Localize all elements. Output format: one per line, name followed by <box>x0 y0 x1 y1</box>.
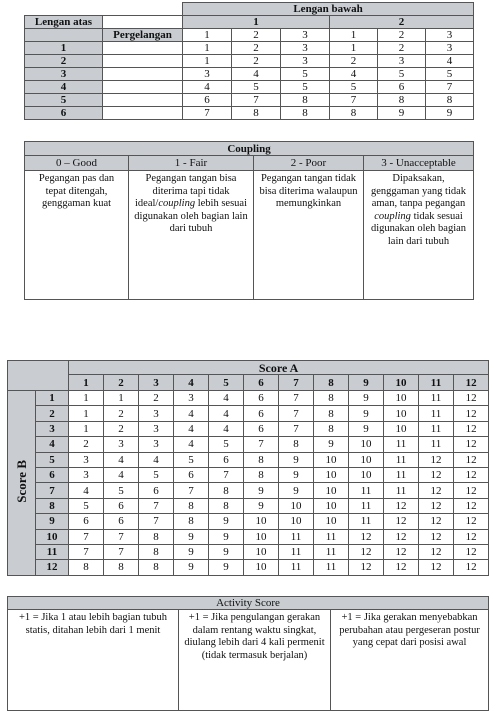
cell: 3 <box>378 55 426 68</box>
cell: 3 <box>139 421 174 436</box>
cell: 9 <box>279 467 314 482</box>
cell: 10 <box>314 498 349 513</box>
cell: 1 <box>69 421 104 436</box>
cell: 11 <box>384 483 419 498</box>
row-label: 3 <box>25 68 103 81</box>
cell: 8 <box>281 94 330 107</box>
table-row <box>8 544 489 559</box>
coupling-desc: Pegangan tangan bisa diterima tapi tidak ideal/coupling lebih sesuai digunakan oleh bagian lain dari tubuh <box>129 171 254 300</box>
table-row <box>8 560 489 575</box>
cell: 12 <box>419 452 454 467</box>
cell: 8 <box>139 560 174 575</box>
table-row <box>25 55 474 68</box>
cell: 9 <box>209 544 244 559</box>
cell: 8 <box>174 514 209 529</box>
row-label: 4 <box>25 81 103 94</box>
cell: 3 <box>69 467 104 482</box>
score-a-col: 5 <box>209 375 244 391</box>
cell: 8 <box>139 529 174 544</box>
cell: 2 <box>330 55 378 68</box>
cell: 8 <box>426 94 474 107</box>
row-label: 5 <box>36 452 69 467</box>
cell: 10 <box>384 391 419 406</box>
cell: 9 <box>378 107 426 120</box>
score-a-col: 3 <box>139 375 174 391</box>
row-label: 9 <box>36 514 69 529</box>
activity-item: +1 = Jika 1 atau lebih bagian tubuh statis, ditahan lebih dari 1 menit <box>8 610 179 711</box>
cell: 4 <box>209 421 244 436</box>
cell: 7 <box>232 94 281 107</box>
score-a-col: 10 <box>384 375 419 391</box>
row-label: 1 <box>25 42 103 55</box>
cell: 7 <box>279 391 314 406</box>
cell: 8 <box>281 107 330 120</box>
cell: 7 <box>183 107 232 120</box>
cell: 2 <box>378 42 426 55</box>
table-row <box>8 529 489 544</box>
cell: 12 <box>454 529 489 544</box>
cell: 12 <box>454 498 489 513</box>
table-row <box>8 406 489 421</box>
cell: 1 <box>183 42 232 55</box>
score-b-header: Score B <box>8 391 36 576</box>
cell: 9 <box>426 107 474 120</box>
cell: 6 <box>244 421 279 436</box>
cell: 11 <box>314 529 349 544</box>
cell: 8 <box>104 560 139 575</box>
cell: 9 <box>314 437 349 452</box>
cell: 10 <box>349 437 384 452</box>
table-row <box>25 42 474 55</box>
cell: 10 <box>384 421 419 436</box>
activity-score-title: Activity Score <box>8 597 489 610</box>
cell: 11 <box>314 560 349 575</box>
cell: 10 <box>244 514 279 529</box>
cell: 12 <box>349 544 384 559</box>
table-row <box>8 514 489 529</box>
cell: 8 <box>314 391 349 406</box>
cell: 3 <box>139 437 174 452</box>
cell: 7 <box>244 437 279 452</box>
table-row <box>25 81 474 94</box>
cell: 8 <box>209 498 244 513</box>
cell: 2 <box>104 421 139 436</box>
upper-lower-arm-table <box>24 2 474 120</box>
cell: 5 <box>139 467 174 482</box>
cell: 5 <box>281 81 330 94</box>
activity-item: +1 = Jika pengulangan gerakan dalam rentang waktu singkat, diulang lebih dari 4 kali permenit (tidak termasuk berjalan) <box>179 610 331 711</box>
cell: 10 <box>314 514 349 529</box>
cell: 12 <box>454 483 489 498</box>
cell: 8 <box>279 437 314 452</box>
cell: 3 <box>281 42 330 55</box>
cell: 10 <box>244 560 279 575</box>
cell: 12 <box>384 514 419 529</box>
cell: 6 <box>174 467 209 482</box>
cell: 12 <box>384 529 419 544</box>
cell: 12 <box>419 498 454 513</box>
cell: 11 <box>384 437 419 452</box>
cell: 11 <box>419 437 454 452</box>
wrist-col: 2 <box>378 29 426 42</box>
cell: 2 <box>139 391 174 406</box>
cell: 8 <box>232 107 281 120</box>
cell: 1 <box>183 55 232 68</box>
cell: 11 <box>349 483 384 498</box>
cell: 4 <box>104 467 139 482</box>
cell: 12 <box>419 514 454 529</box>
cell: 3 <box>69 452 104 467</box>
cell: 3 <box>281 55 330 68</box>
cell: 6 <box>104 514 139 529</box>
coupling-desc: Pegangan pas dan tepat ditengah, genggaman kuat <box>25 171 129 300</box>
cell: 4 <box>426 55 474 68</box>
cell: 5 <box>69 498 104 513</box>
cell: 12 <box>419 483 454 498</box>
cell: 12 <box>454 406 489 421</box>
cell: 10 <box>349 467 384 482</box>
cell: 3 <box>139 406 174 421</box>
table-row <box>25 68 474 81</box>
row-label: 1 <box>36 391 69 406</box>
cell: 8 <box>209 483 244 498</box>
coupling-title: Coupling <box>25 142 474 156</box>
cell: 9 <box>174 529 209 544</box>
cell: 10 <box>314 483 349 498</box>
cell: 6 <box>378 81 426 94</box>
row-label: 10 <box>36 529 69 544</box>
wrist-col: 1 <box>183 29 232 42</box>
cell: 6 <box>183 94 232 107</box>
cell: 8 <box>330 107 378 120</box>
coupling-desc: Dipaksakan, genggaman yang tidak aman, tanpa pegangan coupling tidak sesuai digunakan oleh bagian lain dari tubuh <box>364 171 474 300</box>
wrist-col: 3 <box>281 29 330 42</box>
table-row <box>8 437 489 452</box>
cell: 1 <box>69 406 104 421</box>
cell: 3 <box>426 42 474 55</box>
cell: 12 <box>349 560 384 575</box>
cell: 12 <box>419 529 454 544</box>
cell: 4 <box>104 452 139 467</box>
cell: 12 <box>454 421 489 436</box>
table-row <box>8 421 489 436</box>
cell: 4 <box>232 68 281 81</box>
cell: 7 <box>426 81 474 94</box>
cell: 12 <box>454 560 489 575</box>
cell: 12 <box>384 560 419 575</box>
score-a-header: Score A <box>69 361 489 375</box>
cell: 10 <box>279 498 314 513</box>
cell: 11 <box>279 544 314 559</box>
cell: 5 <box>426 68 474 81</box>
upper-arm-header: Lengan atas <box>25 16 103 29</box>
score-a-col: 6 <box>244 375 279 391</box>
cell: 9 <box>174 544 209 559</box>
cell: 5 <box>330 81 378 94</box>
cell: 8 <box>139 544 174 559</box>
cell: 7 <box>104 529 139 544</box>
cell: 1 <box>330 42 378 55</box>
cell: 11 <box>419 421 454 436</box>
cell: 6 <box>104 498 139 513</box>
cell: 8 <box>378 94 426 107</box>
cell: 10 <box>349 452 384 467</box>
cell: 12 <box>454 391 489 406</box>
coupling-table <box>24 141 474 300</box>
cell: 7 <box>69 544 104 559</box>
table-row <box>8 498 489 513</box>
cell: 12 <box>384 498 419 513</box>
row-label: 6 <box>36 467 69 482</box>
wrist-col: 3 <box>426 29 474 42</box>
cell: 11 <box>349 498 384 513</box>
coupling-header: 0 – Good <box>25 156 129 171</box>
cell: 12 <box>419 560 454 575</box>
wrist-header: Pergelangan <box>103 29 183 42</box>
cell: 5 <box>104 483 139 498</box>
table-row <box>8 483 489 498</box>
cell: 7 <box>69 529 104 544</box>
wrist-col: 2 <box>232 29 281 42</box>
cell: 5 <box>174 452 209 467</box>
cell: 5 <box>378 68 426 81</box>
cell: 8 <box>314 406 349 421</box>
cell: 9 <box>244 498 279 513</box>
score-a-col: 8 <box>314 375 349 391</box>
cell: 11 <box>384 452 419 467</box>
cell: 1 <box>104 391 139 406</box>
cell: 9 <box>174 560 209 575</box>
activity-item: +1 = Jika gerakan menyebabkan perubahan atau pergeseran postur yang cepat dari posisi awal <box>331 610 489 711</box>
table-row <box>25 107 474 120</box>
cell: 4 <box>69 483 104 498</box>
cell: 12 <box>454 544 489 559</box>
score-a-col: 4 <box>174 375 209 391</box>
cell: 11 <box>279 529 314 544</box>
cell: 3 <box>174 391 209 406</box>
cell: 10 <box>279 514 314 529</box>
cell: 7 <box>139 514 174 529</box>
cell: 12 <box>419 544 454 559</box>
cell: 8 <box>174 498 209 513</box>
cell: 6 <box>69 514 104 529</box>
cell: 4 <box>174 421 209 436</box>
cell: 6 <box>209 452 244 467</box>
row-label: 11 <box>36 544 69 559</box>
score-table <box>7 360 489 576</box>
cell: 6 <box>139 483 174 498</box>
cell: 9 <box>279 483 314 498</box>
cell: 7 <box>174 483 209 498</box>
cell: 4 <box>330 68 378 81</box>
cell: 2 <box>232 42 281 55</box>
row-label: 7 <box>36 483 69 498</box>
table-row <box>8 452 489 467</box>
cell: 12 <box>349 529 384 544</box>
coupling-header: 2 - Poor <box>254 156 364 171</box>
cell: 6 <box>244 406 279 421</box>
score-a-col: 12 <box>454 375 489 391</box>
cell: 7 <box>279 421 314 436</box>
cell: 4 <box>139 452 174 467</box>
cell: 7 <box>139 498 174 513</box>
lower-arm-group-1: 1 <box>183 16 330 29</box>
cell: 8 <box>244 467 279 482</box>
cell: 4 <box>183 81 232 94</box>
cell: 9 <box>349 391 384 406</box>
coupling-desc: Pegangan tangan tidak bisa diterima walaupun memungkinkan <box>254 171 364 300</box>
cell: 4 <box>174 437 209 452</box>
cell: 10 <box>384 406 419 421</box>
row-label: 4 <box>36 437 69 452</box>
activity-score-table <box>7 596 489 711</box>
cell: 9 <box>349 406 384 421</box>
table-row <box>25 94 474 107</box>
wrist-col: 1 <box>330 29 378 42</box>
score-a-col: 9 <box>349 375 384 391</box>
score-a-col: 11 <box>419 375 454 391</box>
row-label: 6 <box>25 107 103 120</box>
row-label: 2 <box>25 55 103 68</box>
cell: 8 <box>244 452 279 467</box>
table-row <box>8 467 489 482</box>
cell: 11 <box>314 544 349 559</box>
cell: 12 <box>384 544 419 559</box>
cell: 3 <box>183 68 232 81</box>
cell: 7 <box>209 467 244 482</box>
cell: 11 <box>384 467 419 482</box>
cell: 9 <box>209 560 244 575</box>
cell: 12 <box>454 452 489 467</box>
lower-arm-header: Lengan bawah <box>183 3 474 16</box>
row-label: 12 <box>36 560 69 575</box>
cell: 6 <box>244 391 279 406</box>
row-label: 3 <box>36 421 69 436</box>
cell: 11 <box>279 560 314 575</box>
cell: 10 <box>314 452 349 467</box>
cell: 9 <box>349 421 384 436</box>
cell: 8 <box>314 421 349 436</box>
cell: 12 <box>454 437 489 452</box>
cell: 5 <box>232 81 281 94</box>
cell: 11 <box>419 391 454 406</box>
cell: 8 <box>69 560 104 575</box>
cell: 9 <box>209 514 244 529</box>
cell: 2 <box>104 406 139 421</box>
coupling-header: 1 - Fair <box>129 156 254 171</box>
cell: 4 <box>209 406 244 421</box>
cell: 5 <box>281 68 330 81</box>
cell: 3 <box>104 437 139 452</box>
cell: 10 <box>244 544 279 559</box>
cell: 7 <box>330 94 378 107</box>
score-a-col: 1 <box>69 375 104 391</box>
table-row <box>8 391 489 406</box>
lower-arm-group-2: 2 <box>330 16 474 29</box>
cell: 12 <box>454 514 489 529</box>
cell: 12 <box>419 467 454 482</box>
row-label: 8 <box>36 498 69 513</box>
cell: 5 <box>209 437 244 452</box>
score-a-col: 2 <box>104 375 139 391</box>
score-a-col: 7 <box>279 375 314 391</box>
cell: 2 <box>69 437 104 452</box>
cell: 11 <box>349 514 384 529</box>
cell: 9 <box>244 483 279 498</box>
cell: 10 <box>314 467 349 482</box>
row-label: 2 <box>36 406 69 421</box>
row-label: 5 <box>25 94 103 107</box>
coupling-header: 3 - Unacceptable <box>364 156 474 171</box>
cell: 1 <box>69 391 104 406</box>
cell: 9 <box>209 529 244 544</box>
cell: 11 <box>419 406 454 421</box>
cell: 7 <box>279 406 314 421</box>
cell: 4 <box>209 391 244 406</box>
cell: 4 <box>174 406 209 421</box>
cell: 10 <box>244 529 279 544</box>
cell: 7 <box>104 544 139 559</box>
cell: 9 <box>279 452 314 467</box>
cell: 12 <box>454 467 489 482</box>
cell: 2 <box>232 55 281 68</box>
